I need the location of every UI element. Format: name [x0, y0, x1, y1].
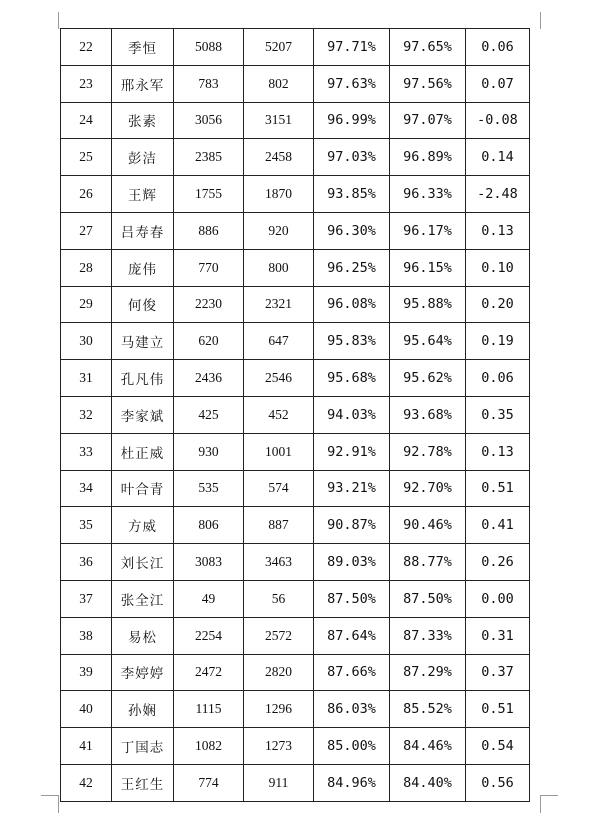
rate-2-cell: 90.46% [390, 507, 466, 544]
rate-1-cell: 85.00% [314, 728, 390, 765]
rate-2-cell: 87.50% [390, 580, 466, 617]
name-cell: 杜正威 [112, 433, 174, 470]
difference-cell: 0.37 [466, 654, 530, 691]
difference-cell: 0.51 [466, 470, 530, 507]
count-a-cell: 2385 [174, 139, 244, 176]
rate-2-cell: 95.62% [390, 360, 466, 397]
table-row [61, 544, 530, 581]
count-a-cell: 2230 [174, 286, 244, 323]
table-row [61, 29, 530, 66]
rate-1-cell: 87.64% [314, 617, 390, 654]
name-cell: 彭洁 [112, 139, 174, 176]
difference-cell: -2.48 [466, 176, 530, 213]
count-a-cell: 1082 [174, 728, 244, 765]
name-cell: 易松 [112, 617, 174, 654]
count-a-cell: 5088 [174, 29, 244, 66]
rate-2-cell: 85.52% [390, 691, 466, 728]
rate-2-cell: 88.77% [390, 544, 466, 581]
count-a-cell: 770 [174, 249, 244, 286]
rate-1-cell: 84.96% [314, 764, 390, 801]
difference-cell: 0.41 [466, 507, 530, 544]
rate-2-cell: 93.68% [390, 396, 466, 433]
rate-1-cell: 89.03% [314, 544, 390, 581]
count-a-cell: 1115 [174, 691, 244, 728]
count-b-cell: 647 [244, 323, 314, 360]
rate-1-cell: 95.83% [314, 323, 390, 360]
rate-1-cell: 90.87% [314, 507, 390, 544]
name-cell: 邢永军 [112, 65, 174, 102]
table-row [61, 286, 530, 323]
rate-2-cell: 96.33% [390, 176, 466, 213]
row-number-cell: 23 [61, 65, 112, 102]
table-row [61, 139, 530, 176]
count-a-cell: 425 [174, 396, 244, 433]
count-a-cell: 774 [174, 764, 244, 801]
rate-2-cell: 95.64% [390, 323, 466, 360]
page-corner-mark-top-left [41, 12, 59, 29]
row-number-cell: 28 [61, 249, 112, 286]
count-a-cell: 1755 [174, 176, 244, 213]
rate-2-cell: 92.78% [390, 433, 466, 470]
difference-cell: 0.13 [466, 433, 530, 470]
table-row [61, 580, 530, 617]
page-corner-mark-bottom-left [41, 795, 59, 813]
row-number-cell: 36 [61, 544, 112, 581]
count-b-cell: 800 [244, 249, 314, 286]
count-b-cell: 2820 [244, 654, 314, 691]
row-number-cell: 25 [61, 139, 112, 176]
rate-1-cell: 93.21% [314, 470, 390, 507]
rate-2-cell: 96.17% [390, 212, 466, 249]
difference-cell: 0.00 [466, 580, 530, 617]
rate-2-cell: 92.70% [390, 470, 466, 507]
count-a-cell: 2436 [174, 360, 244, 397]
table-row [61, 360, 530, 397]
rate-1-cell: 86.03% [314, 691, 390, 728]
row-number-cell: 27 [61, 212, 112, 249]
row-number-cell: 35 [61, 507, 112, 544]
table-row [61, 507, 530, 544]
count-b-cell: 3151 [244, 102, 314, 139]
count-a-cell: 930 [174, 433, 244, 470]
name-cell: 丁国志 [112, 728, 174, 765]
rate-1-cell: 96.30% [314, 212, 390, 249]
name-cell: 孙娴 [112, 691, 174, 728]
count-a-cell: 3056 [174, 102, 244, 139]
page-corner-mark-bottom-right [540, 795, 558, 813]
count-b-cell: 56 [244, 580, 314, 617]
count-b-cell: 2546 [244, 360, 314, 397]
table-row [61, 654, 530, 691]
rate-1-cell: 97.03% [314, 139, 390, 176]
count-a-cell: 49 [174, 580, 244, 617]
row-number-cell: 26 [61, 176, 112, 213]
count-b-cell: 452 [244, 396, 314, 433]
difference-cell: 0.51 [466, 691, 530, 728]
count-b-cell: 920 [244, 212, 314, 249]
count-b-cell: 1296 [244, 691, 314, 728]
difference-cell: 0.56 [466, 764, 530, 801]
rate-1-cell: 93.85% [314, 176, 390, 213]
count-a-cell: 783 [174, 65, 244, 102]
table-row [61, 691, 530, 728]
data-table [60, 28, 530, 802]
rate-1-cell: 87.66% [314, 654, 390, 691]
name-cell: 马建立 [112, 323, 174, 360]
count-b-cell: 802 [244, 65, 314, 102]
count-a-cell: 535 [174, 470, 244, 507]
count-b-cell: 911 [244, 764, 314, 801]
rate-2-cell: 87.29% [390, 654, 466, 691]
table-row [61, 65, 530, 102]
count-b-cell: 887 [244, 507, 314, 544]
count-b-cell: 1001 [244, 433, 314, 470]
table-row [61, 102, 530, 139]
rate-1-cell: 87.50% [314, 580, 390, 617]
name-cell: 李婷婷 [112, 654, 174, 691]
name-cell: 吕寿春 [112, 212, 174, 249]
rate-1-cell: 96.99% [314, 102, 390, 139]
table-row [61, 433, 530, 470]
row-number-cell: 40 [61, 691, 112, 728]
difference-cell: 0.19 [466, 323, 530, 360]
table-body [61, 29, 530, 802]
name-cell: 王红生 [112, 764, 174, 801]
count-b-cell: 2572 [244, 617, 314, 654]
table-row [61, 323, 530, 360]
count-b-cell: 3463 [244, 544, 314, 581]
difference-cell: 0.54 [466, 728, 530, 765]
name-cell: 季恒 [112, 29, 174, 66]
rate-2-cell: 87.33% [390, 617, 466, 654]
row-number-cell: 22 [61, 29, 112, 66]
rate-1-cell: 96.08% [314, 286, 390, 323]
name-cell: 李家斌 [112, 396, 174, 433]
difference-cell: -0.08 [466, 102, 530, 139]
rate-2-cell: 97.65% [390, 29, 466, 66]
rate-2-cell: 84.46% [390, 728, 466, 765]
rate-2-cell: 97.07% [390, 102, 466, 139]
rate-1-cell: 92.91% [314, 433, 390, 470]
row-number-cell: 39 [61, 654, 112, 691]
table-row [61, 176, 530, 213]
difference-cell: 0.13 [466, 212, 530, 249]
difference-cell: 0.07 [466, 65, 530, 102]
count-b-cell: 1273 [244, 728, 314, 765]
row-number-cell: 31 [61, 360, 112, 397]
table-row [61, 212, 530, 249]
rate-1-cell: 96.25% [314, 249, 390, 286]
count-b-cell: 5207 [244, 29, 314, 66]
table-row [61, 470, 530, 507]
difference-cell: 0.06 [466, 360, 530, 397]
name-cell: 庞伟 [112, 249, 174, 286]
difference-cell: 0.06 [466, 29, 530, 66]
difference-cell: 0.26 [466, 544, 530, 581]
rate-1-cell: 95.68% [314, 360, 390, 397]
count-a-cell: 3083 [174, 544, 244, 581]
row-number-cell: 42 [61, 764, 112, 801]
difference-cell: 0.20 [466, 286, 530, 323]
name-cell: 张全江 [112, 580, 174, 617]
count-a-cell: 2254 [174, 617, 244, 654]
count-b-cell: 574 [244, 470, 314, 507]
row-number-cell: 37 [61, 580, 112, 617]
row-number-cell: 30 [61, 323, 112, 360]
count-a-cell: 620 [174, 323, 244, 360]
table-row [61, 617, 530, 654]
count-a-cell: 806 [174, 507, 244, 544]
table-row [61, 249, 530, 286]
count-a-cell: 886 [174, 212, 244, 249]
rate-1-cell: 94.03% [314, 396, 390, 433]
rate-2-cell: 97.56% [390, 65, 466, 102]
table-row [61, 728, 530, 765]
rate-2-cell: 96.89% [390, 139, 466, 176]
name-cell: 方威 [112, 507, 174, 544]
rate-2-cell: 84.40% [390, 764, 466, 801]
page-corner-mark-top-right [540, 12, 558, 29]
rate-1-cell: 97.71% [314, 29, 390, 66]
rate-2-cell: 95.88% [390, 286, 466, 323]
rate-1-cell: 97.63% [314, 65, 390, 102]
count-b-cell: 2458 [244, 139, 314, 176]
table-row [61, 764, 530, 801]
name-cell: 张素 [112, 102, 174, 139]
row-number-cell: 38 [61, 617, 112, 654]
difference-cell: 0.35 [466, 396, 530, 433]
name-cell: 刘长江 [112, 544, 174, 581]
table-row [61, 396, 530, 433]
rate-2-cell: 96.15% [390, 249, 466, 286]
difference-cell: 0.14 [466, 139, 530, 176]
difference-cell: 0.10 [466, 249, 530, 286]
difference-cell: 0.31 [466, 617, 530, 654]
row-number-cell: 32 [61, 396, 112, 433]
name-cell: 孔凡伟 [112, 360, 174, 397]
count-a-cell: 2472 [174, 654, 244, 691]
row-number-cell: 41 [61, 728, 112, 765]
name-cell: 叶合青 [112, 470, 174, 507]
row-number-cell: 29 [61, 286, 112, 323]
row-number-cell: 33 [61, 433, 112, 470]
name-cell: 王辉 [112, 176, 174, 213]
name-cell: 何俊 [112, 286, 174, 323]
count-b-cell: 1870 [244, 176, 314, 213]
row-number-cell: 24 [61, 102, 112, 139]
row-number-cell: 34 [61, 470, 112, 507]
count-b-cell: 2321 [244, 286, 314, 323]
